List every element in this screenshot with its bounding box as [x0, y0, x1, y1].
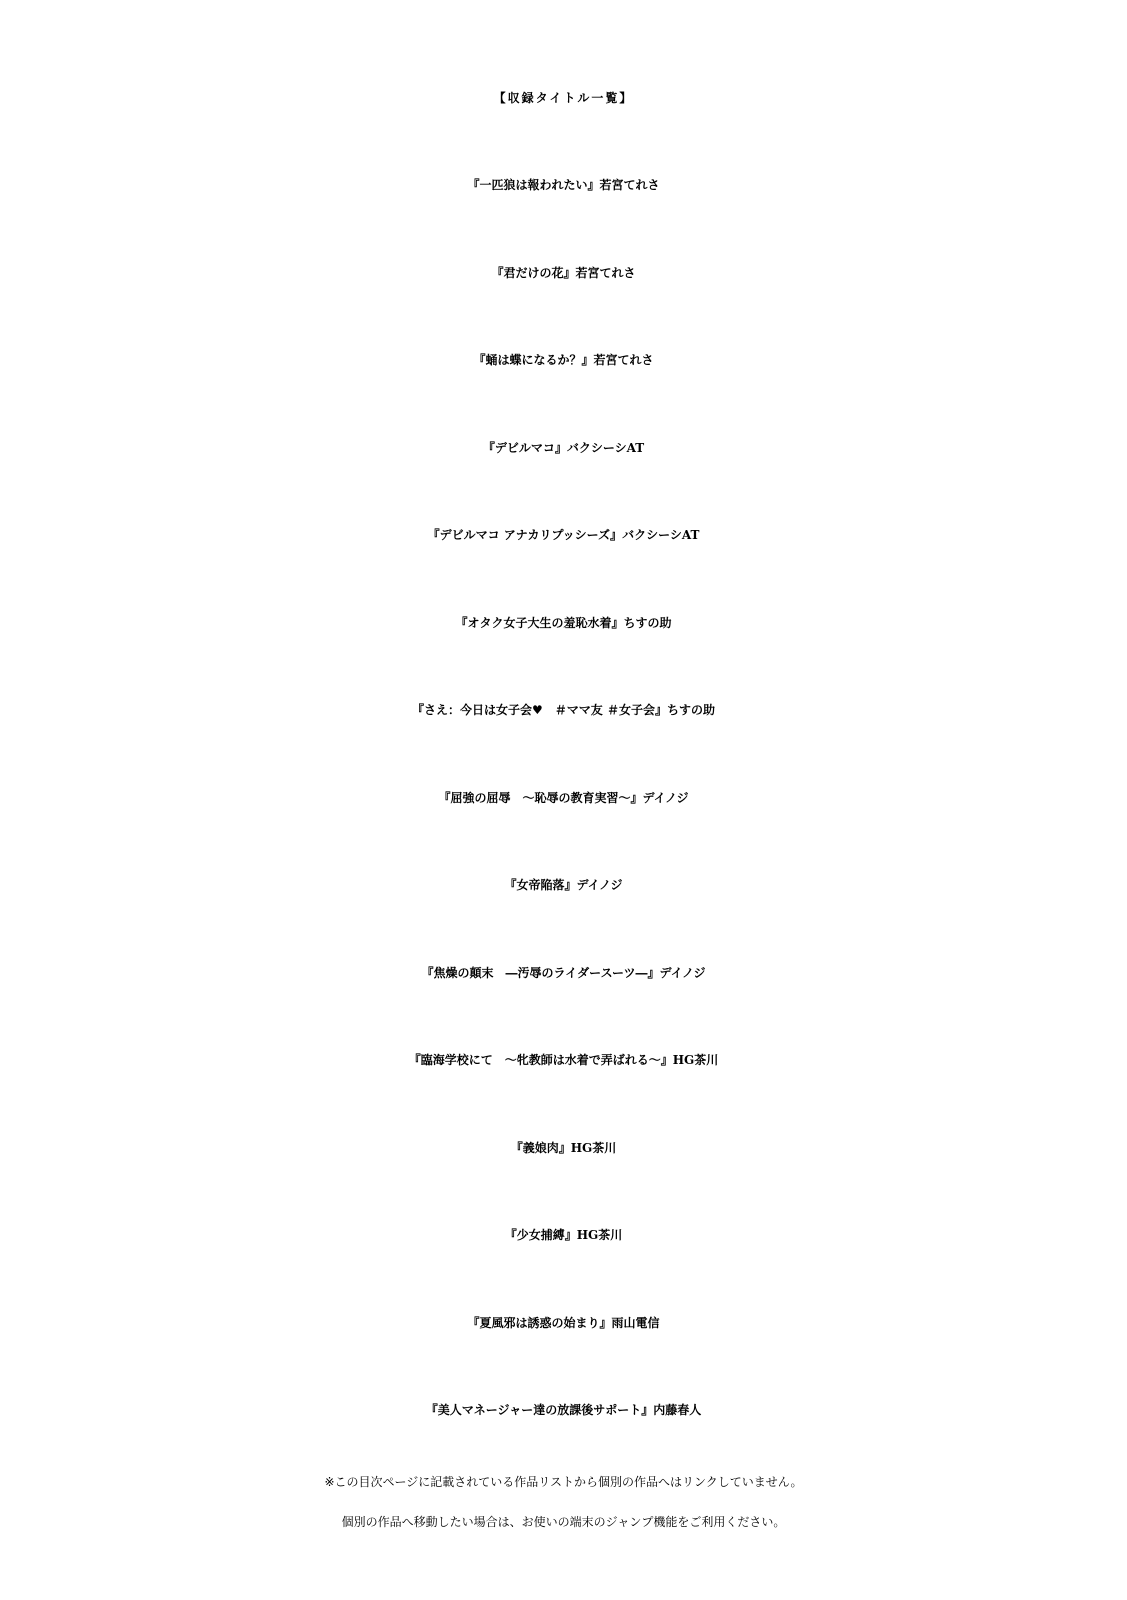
- list-item: [0, 667, 1127, 755]
- footnote-line: ※この目次ページに記載されている作品リストから個別の作品へはリンクしていません。: [324, 1475, 803, 1489]
- work-title: 『焦燥の顛末 ―汚辱のライダースーツ―』: [421, 965, 660, 980]
- author-name: 若宮てれさ: [599, 178, 660, 192]
- work-title: 『一匹狼は報われたい』: [467, 178, 600, 192]
- title-list: [0, 142, 1127, 1455]
- work-title: 『美人マネージャー達の放課後サポート』: [425, 1403, 654, 1417]
- author-name: バクシーシAT: [566, 440, 645, 455]
- author-name: HG茶川: [672, 1053, 719, 1067]
- list-item: [0, 405, 1127, 493]
- author-name: HG茶川: [570, 1140, 617, 1155]
- author-name: バクシーシAT: [622, 528, 700, 542]
- author-name: ちすの助: [623, 615, 672, 630]
- author-name: 若宮てれさ: [575, 265, 636, 280]
- work-title: 『女帝陥落』: [504, 878, 577, 892]
- work-title: 『君だけの花』: [491, 265, 576, 280]
- list-item: [0, 230, 1127, 318]
- work-title: 『夏風邪は誘惑の始まり』: [467, 1315, 612, 1330]
- author-name: 雨山電信: [611, 1315, 660, 1330]
- author-name: デイノジ: [576, 878, 623, 892]
- footnote: [0, 1462, 1127, 1542]
- author-name: デイノジ: [659, 965, 706, 980]
- work-title: 『少女捕縛』: [504, 1228, 577, 1242]
- list-item: [0, 1367, 1127, 1455]
- list-item: [0, 1280, 1127, 1368]
- page-title: 【収録タイトル一覧】: [493, 91, 634, 105]
- list-item: [0, 1192, 1127, 1280]
- author-name: 若宮てれさ: [593, 353, 654, 367]
- work-title: 『オタク女子大生の羞恥水着』: [455, 615, 624, 630]
- list-item: [0, 1017, 1127, 1105]
- work-title: 『屈強の屈辱 ～恥辱の教育実習～』: [438, 790, 643, 805]
- list-item: [0, 1105, 1127, 1193]
- work-title: 『蛹は蝶になるか？』: [473, 353, 594, 367]
- author-name: ちすの助: [666, 703, 715, 717]
- work-title: 『義娘肉』: [510, 1140, 571, 1155]
- list-item: [0, 842, 1127, 930]
- list-item: [0, 930, 1127, 1018]
- list-item: [0, 580, 1127, 668]
- footnote-line: 個別の作品へ移動したい場合は、お使いの端末のジャンプ機能をご利用ください。: [341, 1515, 786, 1529]
- list-item: [0, 317, 1127, 405]
- list-item: [0, 142, 1127, 230]
- work-title: 『デビルマコ アナカリプッシーズ』: [427, 528, 623, 542]
- work-title: 『臨海学校にて ～牝教師は水着で弄ばれる～』: [408, 1053, 673, 1067]
- work-title: 『デビルマコ』: [482, 440, 567, 455]
- author-name: デイノジ: [642, 790, 689, 805]
- list-item: [0, 755, 1127, 843]
- list-item: [0, 492, 1127, 580]
- author-name: 内藤春人: [653, 1403, 702, 1417]
- work-title: 『さえ：今日は女子会♥ ＃ママ友 ＃女子会』: [412, 703, 667, 717]
- author-name: HG茶川: [576, 1228, 623, 1242]
